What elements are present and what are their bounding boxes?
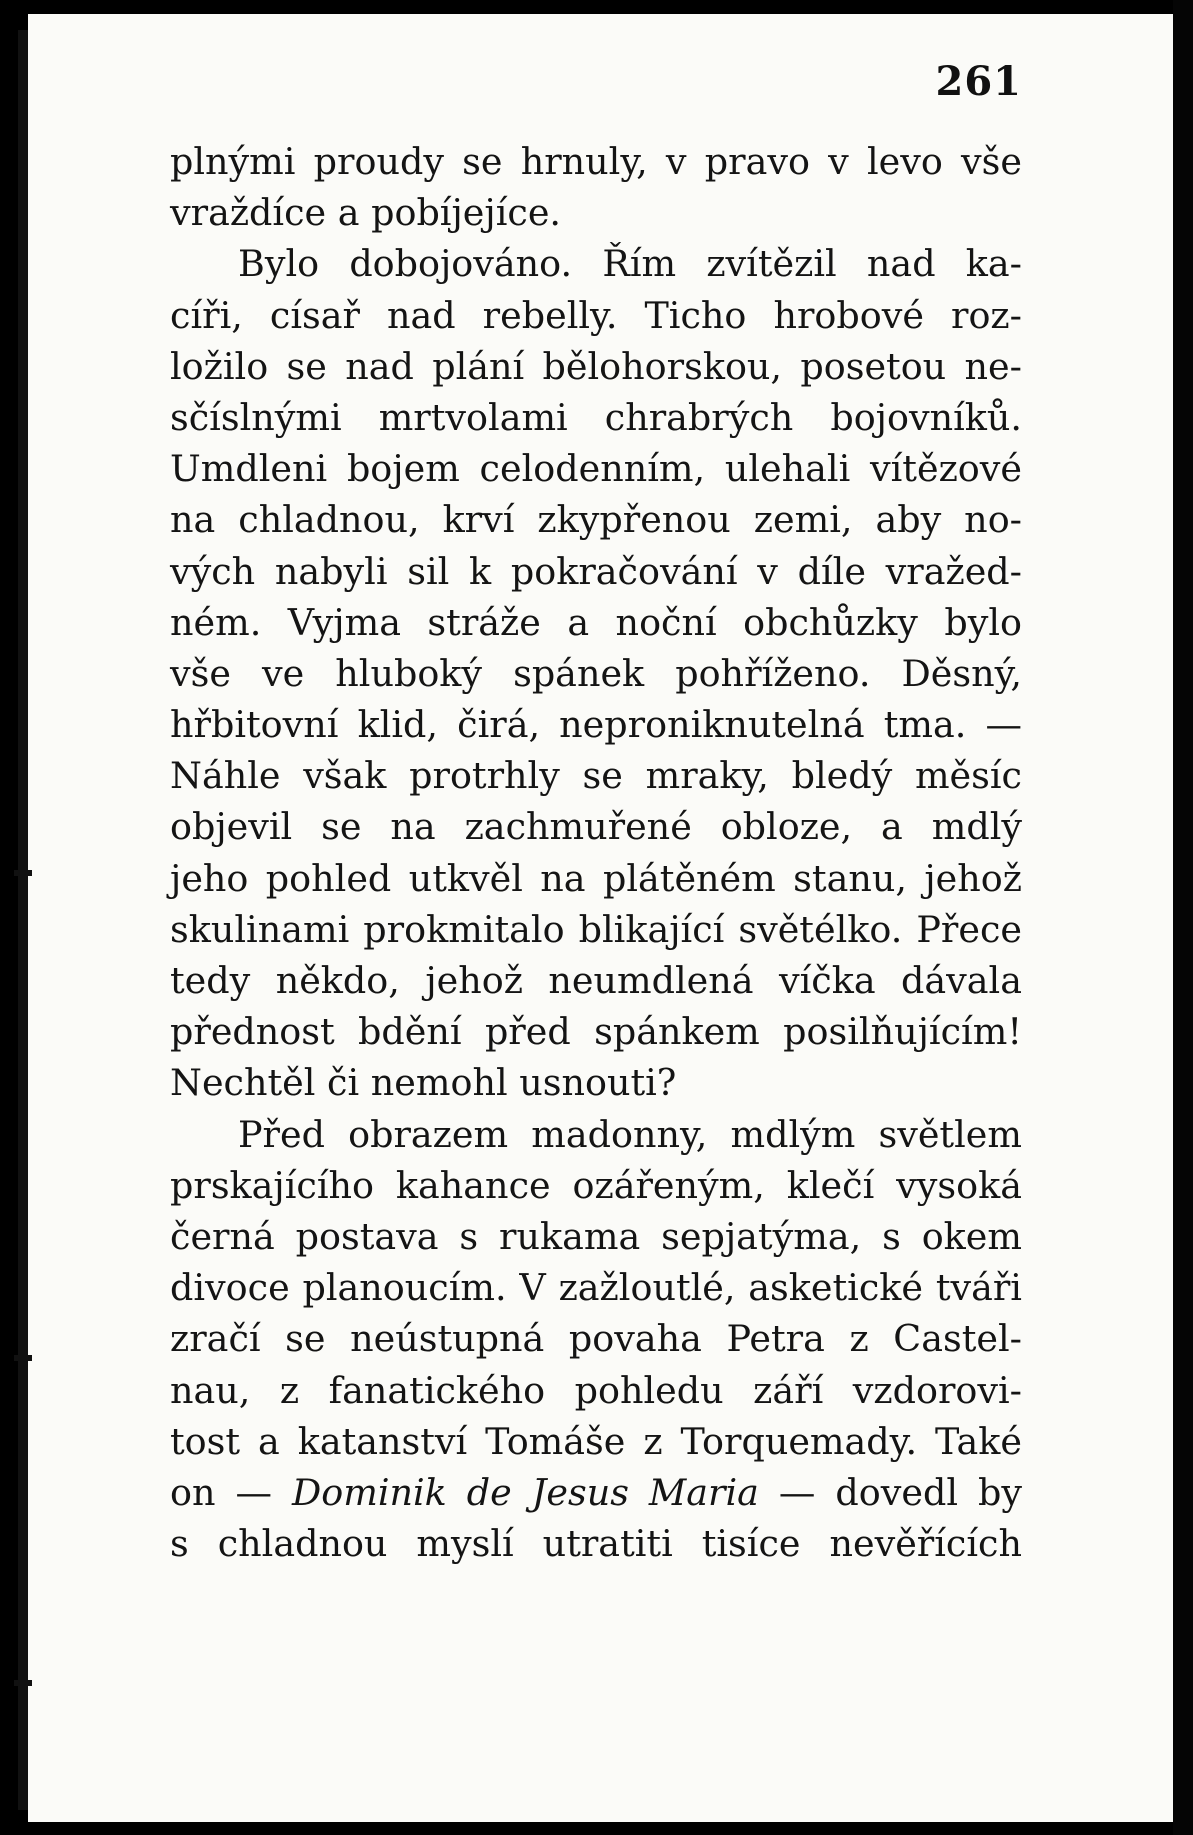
text-line: s chladnou myslí utratiti tisíce nevěřících [170, 1522, 1022, 1566]
text-line: Před obrazem madonny, mdlým světlem [238, 1112, 1022, 1156]
text-line: černá postava s rukama sepjatýma, s okem [170, 1214, 1022, 1258]
text-line: cíři, císař nad rebelly. Ticho hrobové roz- [170, 293, 1022, 337]
binding-mark [14, 1680, 32, 1686]
text-line: jeho pohled utkvěl na plátěném stanu, jehož [170, 856, 1022, 900]
binding-mark [14, 1355, 32, 1361]
italic-name: Dominik de Jesus Maria [291, 1470, 759, 1514]
text-line: plnými proudy se hrnuly, v pravo v levo vše [170, 140, 1022, 183]
scan-edge [1173, 0, 1193, 1835]
text-line: skulinami prokmitalo blikající světélko. Přece [170, 907, 1022, 951]
text-line: na chladnou, krví zkypřenou zemi, aby no- [170, 498, 1022, 542]
page-number: 261 [935, 58, 1022, 105]
text-line: ložilo se nad plání bělohorskou, posetou ne- [170, 344, 1022, 388]
text-line: divoce planoucím. V zažloutlé, asketické tváři [170, 1266, 1022, 1310]
text-segment: on — [170, 1470, 292, 1514]
text-line: vše ve hluboký spánek pohříženo. Děsný, [170, 651, 1022, 695]
text-line: zračí se neústupná povaha Petra z Castel- [170, 1317, 1022, 1361]
text-line: Bylo dobojováno. Řím zvítězil nad ka- [238, 242, 1022, 286]
text-line: sčíslnými mrtvolami chrabrých bojovníků. [170, 395, 1022, 439]
text-line: tedy někdo, jehož neumdlená víčka dávala [170, 959, 1022, 1002]
binding-mark [14, 870, 32, 876]
text-line-with-italic [170, 1467, 1022, 1518]
text-line: vých nabyli sil k pokračování v díle vražed- [170, 549, 1022, 593]
text-line: prskajícího kahance ozářeným, klečí vysoká [170, 1163, 1022, 1207]
text-line: vraždíce a pobíjejíce. [170, 191, 562, 235]
binding-spine [18, 30, 28, 1810]
text-line: přednost bdění před spánkem posilňujícím! [170, 1010, 1022, 1054]
body-text [170, 136, 1022, 1569]
text-line: objevil se na zachmuřené obloze, a mdlý [170, 805, 1022, 849]
text-line: nau, z fanatického pohledu září vzdorovi- [170, 1368, 1022, 1412]
text-segment: — dovedl by [758, 1470, 1022, 1514]
text-line: Nechtěl či nemohl usnouti? [170, 1061, 677, 1105]
text-line: hřbitovní klid, čirá, neproniknutelná tma. — [170, 703, 1022, 747]
text-line: Náhle však protrhly se mraky, bledý měsíc [170, 754, 1022, 798]
text-line: Umdleni bojem celodenním, ulehali vítězové [170, 447, 1022, 491]
text-line: tost a katanství Tomáše z Torquemady. Také [170, 1419, 1022, 1463]
text-line: ném. Vyjma stráže a noční obchůzky bylo [170, 600, 1022, 644]
